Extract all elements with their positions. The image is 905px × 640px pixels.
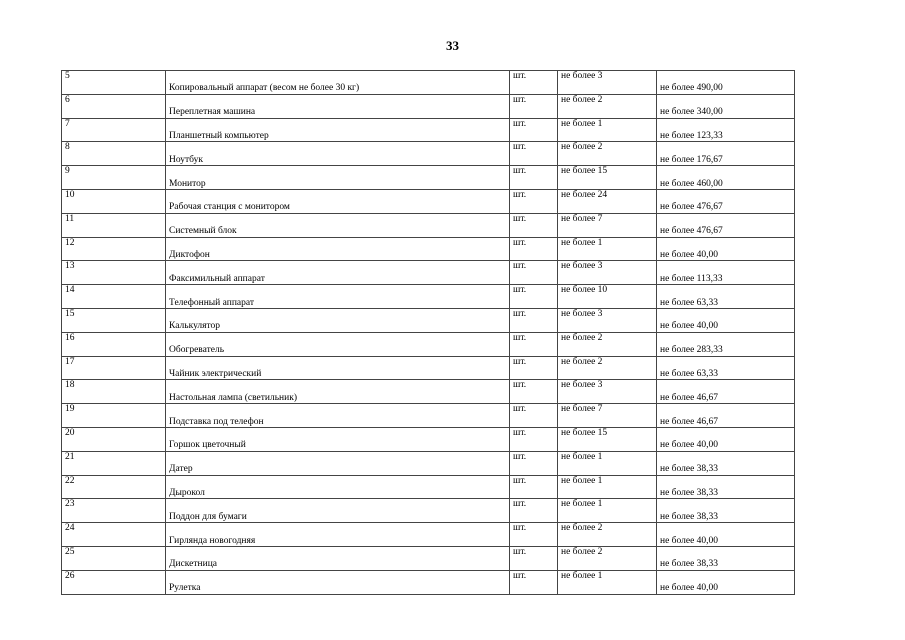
item-name-cell: Переплетная машина (166, 94, 510, 118)
table-row (62, 213, 795, 237)
item-name-cell: Системный блок (166, 213, 510, 237)
quantity-cell: не более 2 (558, 546, 657, 570)
item-name-cell: Настольная лампа (светильник) (166, 380, 510, 404)
price-cell: не более 283,33 (657, 332, 795, 356)
row-number-cell: 18 (62, 380, 166, 404)
price-cell: не более 40,00 (657, 523, 795, 547)
row-number-cell: 10 (62, 189, 166, 213)
row-number-cell: 15 (62, 308, 166, 332)
row-number-cell: 6 (62, 94, 166, 118)
table-row (62, 189, 795, 213)
item-name-cell: Датер (166, 451, 510, 475)
price-cell: не более 176,67 (657, 142, 795, 166)
row-number-cell: 22 (62, 475, 166, 499)
unit-cell: шт. (510, 451, 558, 475)
row-number-cell: 7 (62, 118, 166, 142)
item-name-cell: Ноутбук (166, 142, 510, 166)
table-row (62, 546, 795, 570)
row-number-cell: 26 (62, 570, 166, 594)
unit-cell: шт. (510, 475, 558, 499)
item-name-cell: Подставка под телефон (166, 404, 510, 428)
price-cell: не более 40,00 (657, 237, 795, 261)
equipment-table (61, 70, 795, 595)
table-row (62, 166, 795, 190)
row-number-cell: 13 (62, 261, 166, 285)
row-number-cell: 19 (62, 404, 166, 428)
table-row (62, 261, 795, 285)
table-row (62, 71, 795, 95)
table-body (62, 71, 795, 595)
unit-cell: шт. (510, 189, 558, 213)
unit-cell: шт. (510, 285, 558, 309)
row-number-cell: 21 (62, 451, 166, 475)
quantity-cell: не более 3 (558, 261, 657, 285)
row-number-cell: 23 (62, 499, 166, 523)
table-row (62, 523, 795, 547)
row-number-cell: 14 (62, 285, 166, 309)
price-cell: не более 113,33 (657, 261, 795, 285)
item-name-cell: Монитор (166, 166, 510, 190)
quantity-cell: не более 1 (558, 570, 657, 594)
quantity-cell: не более 1 (558, 475, 657, 499)
price-cell: не более 63,33 (657, 356, 795, 380)
item-name-cell: Рулетка (166, 570, 510, 594)
quantity-cell: не более 15 (558, 166, 657, 190)
unit-cell: шт. (510, 261, 558, 285)
item-name-cell: Калькулятор (166, 308, 510, 332)
item-name-cell: Факсимильный аппарат (166, 261, 510, 285)
price-cell: не более 460,00 (657, 166, 795, 190)
table-row (62, 94, 795, 118)
item-name-cell: Дискетница (166, 546, 510, 570)
row-number-cell: 24 (62, 523, 166, 547)
row-number-cell: 17 (62, 356, 166, 380)
quantity-cell: не более 10 (558, 285, 657, 309)
item-name-cell: Телефонный аппарат (166, 285, 510, 309)
row-number-cell: 16 (62, 332, 166, 356)
quantity-cell: не более 1 (558, 499, 657, 523)
quantity-cell: не более 1 (558, 237, 657, 261)
unit-cell: шт. (510, 332, 558, 356)
unit-cell: шт. (510, 213, 558, 237)
row-number-cell: 11 (62, 213, 166, 237)
price-cell: не более 340,00 (657, 94, 795, 118)
price-cell: не более 38,33 (657, 499, 795, 523)
price-cell: не более 123,33 (657, 118, 795, 142)
item-name-cell: Копировальный аппарат (весом не более 30 кг) (166, 71, 510, 95)
row-number-cell: 9 (62, 166, 166, 190)
item-name-cell: Рабочая станция с монитором (166, 189, 510, 213)
table-row (62, 427, 795, 451)
unit-cell: шт. (510, 499, 558, 523)
unit-cell: шт. (510, 71, 558, 95)
unit-cell: шт. (510, 404, 558, 428)
quantity-cell: не более 2 (558, 356, 657, 380)
unit-cell: шт. (510, 427, 558, 451)
unit-cell: шт. (510, 356, 558, 380)
unit-cell: шт. (510, 546, 558, 570)
table-row (62, 570, 795, 594)
table-row (62, 404, 795, 428)
price-cell: не более 40,00 (657, 308, 795, 332)
table-row (62, 237, 795, 261)
table-row (62, 332, 795, 356)
quantity-cell: не более 2 (558, 94, 657, 118)
quantity-cell: не более 2 (558, 523, 657, 547)
item-name-cell: Горшок цветочный (166, 427, 510, 451)
table-row (62, 308, 795, 332)
quantity-cell: не более 3 (558, 308, 657, 332)
price-cell: не более 63,33 (657, 285, 795, 309)
quantity-cell: не более 7 (558, 213, 657, 237)
price-cell: не более 38,33 (657, 546, 795, 570)
price-cell: не более 40,00 (657, 570, 795, 594)
quantity-cell: не более 7 (558, 404, 657, 428)
item-name-cell: Обогреватель (166, 332, 510, 356)
price-cell: не более 476,67 (657, 189, 795, 213)
quantity-cell: не более 1 (558, 451, 657, 475)
quantity-cell: не более 3 (558, 380, 657, 404)
item-name-cell: Дырокол (166, 475, 510, 499)
table-row (62, 285, 795, 309)
table-row (62, 475, 795, 499)
row-number-cell: 25 (62, 546, 166, 570)
quantity-cell: не более 24 (558, 189, 657, 213)
quantity-cell: не более 2 (558, 332, 657, 356)
unit-cell: шт. (510, 94, 558, 118)
unit-cell: шт. (510, 142, 558, 166)
price-cell: не более 38,33 (657, 475, 795, 499)
row-number-cell: 8 (62, 142, 166, 166)
price-cell: не более 490,00 (657, 71, 795, 95)
price-cell: не более 476,67 (657, 213, 795, 237)
price-cell: не более 40,00 (657, 427, 795, 451)
price-cell: не более 38,33 (657, 451, 795, 475)
unit-cell: шт. (510, 570, 558, 594)
quantity-cell: не более 1 (558, 118, 657, 142)
item-name-cell: Чайник электрический (166, 356, 510, 380)
unit-cell: шт. (510, 380, 558, 404)
page-number: 33 (446, 38, 459, 53)
table-row (62, 380, 795, 404)
table-row (62, 499, 795, 523)
price-cell: не более 46,67 (657, 404, 795, 428)
unit-cell: шт. (510, 308, 558, 332)
item-name-cell: Гирлянда новогодняя (166, 523, 510, 547)
item-name-cell: Поддон для бумаги (166, 499, 510, 523)
table-row (62, 142, 795, 166)
table-row (62, 118, 795, 142)
price-cell: не более 46,67 (657, 380, 795, 404)
item-name-cell: Планшетный компьютер (166, 118, 510, 142)
row-number-cell: 12 (62, 237, 166, 261)
item-name-cell: Диктофон (166, 237, 510, 261)
row-number-cell: 5 (62, 71, 166, 95)
row-number-cell: 20 (62, 427, 166, 451)
unit-cell: шт. (510, 237, 558, 261)
table-row (62, 451, 795, 475)
quantity-cell: не более 2 (558, 142, 657, 166)
table-row (62, 356, 795, 380)
unit-cell: шт. (510, 118, 558, 142)
unit-cell: шт. (510, 523, 558, 547)
unit-cell: шт. (510, 166, 558, 190)
quantity-cell: не более 3 (558, 71, 657, 95)
quantity-cell: не более 15 (558, 427, 657, 451)
